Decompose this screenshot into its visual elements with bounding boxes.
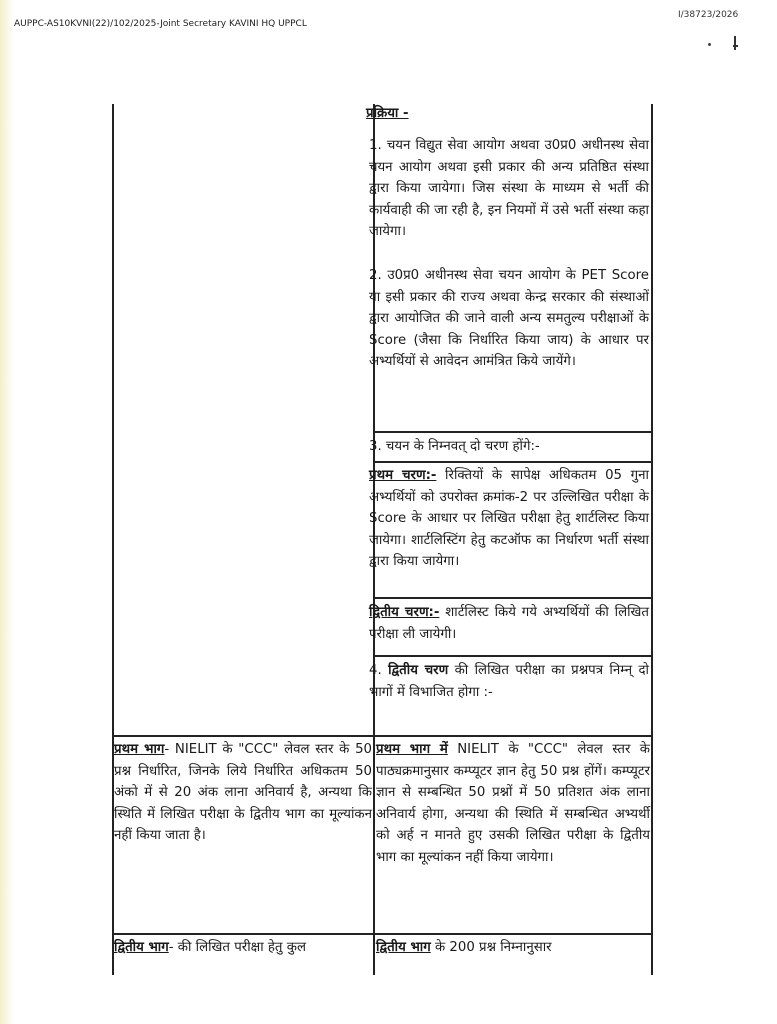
stage-1-para [369, 465, 649, 573]
part-2-right-text: के 200 प्रश्न निम्नानुसार [430, 940, 552, 955]
part-1-left-cell [114, 739, 372, 847]
part-1-left-label: प्रथम भाग [114, 742, 165, 757]
para-4-text: की लिखित परीक्षा का प्रश्नपत्र निम्न् दो भागों में विभाजित होगा :- [369, 663, 649, 700]
stage-2-para [369, 602, 649, 645]
part-1-right-label: प्रथम भाग में [376, 742, 448, 757]
part-2-left-cell [114, 937, 372, 959]
process-heading: प्रक्रिया - [366, 106, 409, 121]
row-divider-4 [373, 461, 652, 463]
scan-mark [733, 36, 738, 50]
part-2-right-cell [376, 937, 650, 959]
table-border-right [651, 104, 653, 975]
part-1-right-cell [376, 739, 650, 868]
stage-1-text: रिक्तियों के सापेक्ष अधिकतम 05 गुना अभ्यर्थियों को उपरोक्त क्रमांक-2 पर उल्लिखित परीक्षा के Score के आधार पर लिखित परीक्षा हेतु शार्टलिस्ट किया जायेगा। शार्टलिस्टिंग हेतु कटऑफ का निर्धारण भर्ती संस्था द्वारा किया जायेगा। [369, 468, 649, 569]
part-2-left-text: - की लिखित परीक्षा हेतु कुल [168, 940, 306, 955]
part-2-left-label: द्वितीय भाग [114, 940, 169, 955]
stage-2-text: शार्टलिस्ट किये गये अभ्यर्थियों की लिखित परीक्षा ली जायेगी। [369, 605, 649, 642]
process-para-1: 1. चयन विद्युत सेवा आयोग अथवा उ0प्र0 अधीनस्थ सेवा चयन आयोग अथवा इसी प्रकार की अन्य प्रतिष्ठित संस्था द्वारा किया जायेगा। जिस संस्था के माध्यम से भर्ती की कार्यवाही की जा रही है, इन नियमों में उसे भर्ती संस्था कहा जायेगा। [369, 138, 649, 239]
row-divider-6 [373, 655, 652, 657]
document-number: I/38723/2026 [678, 10, 739, 20]
row-divider-1 [112, 735, 653, 737]
process-para-3: 3. चयन के निम्नवत् दो चरण होंगे:- [369, 439, 540, 454]
stage-1-label: प्रथम चरण:- [369, 468, 437, 483]
part-2-right-label: द्वितीय भाग [376, 940, 431, 955]
para-4-bold: द्वितीय चरण [388, 663, 449, 678]
scan-edge [0, 0, 14, 1024]
process-para-2: 2. उ0प्र0 अधीनस्थ सेवा चयन आयोग के PET Score या इसी प्रकार की राज्य अथवा केन्द्र सरकार की संस्थाओं द्वारा आयोजित की जाने वाली अन्य समतुल्य परीक्षाओं के Score (जैसा कि निर्धारित किया जाय) के आधार पर अभ्यर्थियों से आवेदन आमंत्रित किये जायेंगे। [369, 268, 649, 369]
scan-speck [708, 43, 718, 46]
row-divider-2 [112, 933, 653, 935]
file-reference: AUPPC-AS10KVNI(22)/102/2025-Joint Secretary KAVINI HQ UPPCL [14, 19, 307, 29]
stage-2-label: द्वितीय चरण:- [369, 605, 440, 620]
row-divider-3 [373, 431, 652, 433]
process-heading-cell [366, 103, 646, 125]
row-divider-5 [373, 597, 652, 599]
para-4-number: 4. [369, 663, 389, 678]
process-para-4 [369, 660, 649, 703]
part-1-right-text: NIELIT के "CCC" लेवल स्तर के पाठ्यक्रमानुसार कम्प्यूटर ज्ञान हेतु 50 प्रश्न होंगें। कम्प्यूटर ज्ञान से सम्बन्धित 50 प्रश्नों में 50 प्रतिशत अंक लाना अनिवार्य होगा, अन्यथा की स्थिति में सम्बन्धित अभ्यर्थी को अर्ह न मानते हुए उसकी लिखित परीक्षा के द्वितीय भाग का मूल्यांकन नहीं किया जायेगा। [376, 742, 650, 865]
part-1-left-text: - NIELIT के "CCC" लेवल स्तर के 50 प्रश्न निर्धारित, जिनके लिये निर्धारित अधिकतम 50 अंको में से 20 अंक लाना अनिवार्य है, अन्यथा कि स्थिति में लिखित परीक्षा के द्वितीय भाग का मूल्यांकन नहीं किया जाता है। [114, 742, 373, 843]
